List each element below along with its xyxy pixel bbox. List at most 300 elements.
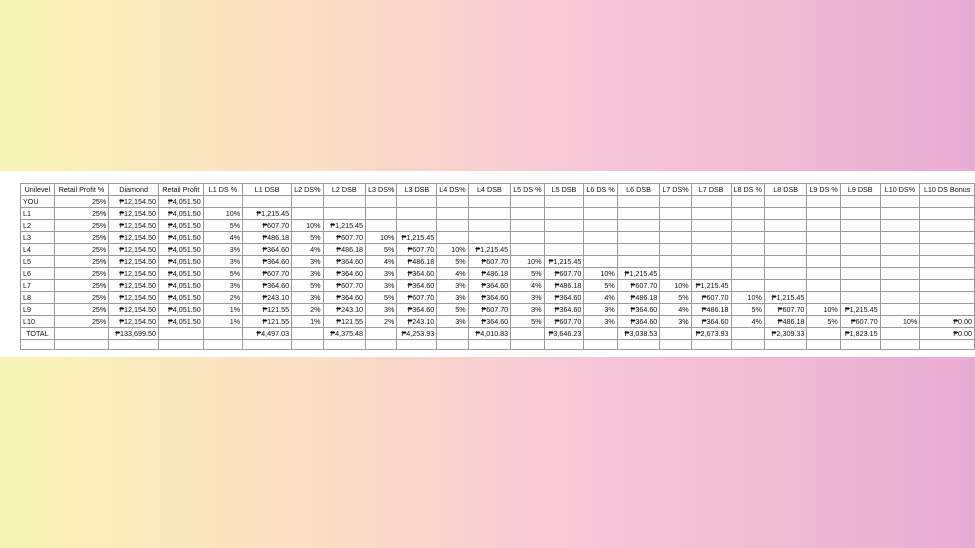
- table-cell[interactable]: [920, 256, 975, 268]
- table-cell[interactable]: 3%: [203, 244, 242, 256]
- table-cell[interactable]: ₱1,215.45: [397, 232, 437, 244]
- table-cell[interactable]: ₱1,215.45: [840, 304, 880, 316]
- column-header[interactable]: L4 DSB: [468, 184, 511, 196]
- table-cell[interactable]: [764, 280, 807, 292]
- empty-cell[interactable]: [397, 340, 437, 350]
- table-cell[interactable]: ₱4,051.50: [158, 256, 203, 268]
- table-cell[interactable]: 3%: [511, 292, 544, 304]
- table-cell[interactable]: 4%: [660, 304, 691, 316]
- column-header[interactable]: L10 DS%: [880, 184, 920, 196]
- table-cell[interactable]: ₱607.70: [468, 304, 511, 316]
- table-cell[interactable]: ₱486.18: [544, 280, 584, 292]
- table-cell[interactable]: [323, 208, 366, 220]
- column-header[interactable]: Unilevel: [21, 184, 55, 196]
- table-cell[interactable]: 3%: [292, 256, 323, 268]
- total-cell[interactable]: ₱2,673.93: [691, 328, 731, 340]
- table-cell[interactable]: ₱607.70: [840, 316, 880, 328]
- empty-cell[interactable]: [366, 340, 397, 350]
- table-cell[interactable]: 5%: [203, 220, 242, 232]
- table-cell[interactable]: ₱243.10: [243, 292, 292, 304]
- table-cell[interactable]: [807, 208, 840, 220]
- table-cell[interactable]: 4%: [292, 244, 323, 256]
- table-cell[interactable]: [731, 220, 764, 232]
- table-cell[interactable]: [764, 268, 807, 280]
- table-cell[interactable]: ₱607.70: [691, 292, 731, 304]
- table-cell[interactable]: [437, 220, 468, 232]
- table-cell[interactable]: [920, 280, 975, 292]
- table-cell[interactable]: 4%: [584, 292, 617, 304]
- table-cell[interactable]: ₱12,154.50: [109, 196, 159, 208]
- empty-cell[interactable]: [764, 340, 807, 350]
- table-cell[interactable]: [544, 208, 584, 220]
- empty-cell[interactable]: [54, 340, 109, 350]
- empty-cell[interactable]: [203, 340, 242, 350]
- table-cell[interactable]: ₱4,051.50: [158, 232, 203, 244]
- table-cell[interactable]: 5%: [660, 292, 691, 304]
- table-cell[interactable]: ₱364.60: [243, 244, 292, 256]
- table-cell[interactable]: ₱12,154.50: [109, 268, 159, 280]
- column-header[interactable]: L7 DSB: [691, 184, 731, 196]
- table-cell[interactable]: [880, 220, 920, 232]
- table-cell[interactable]: [691, 208, 731, 220]
- table-cell[interactable]: 3%: [584, 316, 617, 328]
- table-cell[interactable]: 4%: [731, 316, 764, 328]
- table-cell[interactable]: [584, 220, 617, 232]
- table-cell[interactable]: [731, 280, 764, 292]
- table-cell[interactable]: [397, 208, 437, 220]
- table-cell[interactable]: ₱12,154.50: [109, 292, 159, 304]
- table-cell[interactable]: 10%: [511, 256, 544, 268]
- column-header[interactable]: L8 DSB: [764, 184, 807, 196]
- total-cell[interactable]: [807, 328, 840, 340]
- empty-cell[interactable]: [511, 340, 544, 350]
- table-cell[interactable]: [437, 232, 468, 244]
- table-cell[interactable]: [920, 208, 975, 220]
- table-cell[interactable]: [203, 196, 242, 208]
- table-cell[interactable]: 25%: [54, 232, 109, 244]
- table-cell[interactable]: ₱1,215.45: [323, 220, 366, 232]
- table-cell[interactable]: [323, 196, 366, 208]
- table-cell[interactable]: [366, 196, 397, 208]
- table-cell[interactable]: ₱607.70: [468, 256, 511, 268]
- table-cell[interactable]: 5%: [584, 280, 617, 292]
- empty-cell[interactable]: [920, 340, 975, 350]
- table-cell[interactable]: [617, 220, 660, 232]
- table-cell[interactable]: [660, 196, 691, 208]
- table-cell[interactable]: 25%: [54, 292, 109, 304]
- table-cell[interactable]: ₱4,051.50: [158, 304, 203, 316]
- table-cell[interactable]: ₱364.60: [397, 280, 437, 292]
- empty-cell[interactable]: [691, 340, 731, 350]
- table-cell[interactable]: 5%: [292, 232, 323, 244]
- table-cell[interactable]: [880, 256, 920, 268]
- table-cell[interactable]: 4%: [511, 280, 544, 292]
- table-cell[interactable]: [468, 220, 511, 232]
- table-cell[interactable]: [807, 280, 840, 292]
- table-cell[interactable]: ₱486.18: [243, 232, 292, 244]
- table-cell[interactable]: [617, 196, 660, 208]
- table-cell[interactable]: 25%: [54, 316, 109, 328]
- empty-cell[interactable]: [468, 340, 511, 350]
- table-cell[interactable]: ₱12,154.50: [109, 280, 159, 292]
- table-cell[interactable]: ₱364.60: [691, 316, 731, 328]
- table-cell[interactable]: [880, 280, 920, 292]
- table-cell[interactable]: [397, 196, 437, 208]
- table-cell[interactable]: ₱607.70: [243, 268, 292, 280]
- column-header[interactable]: L6 DS %: [584, 184, 617, 196]
- table-cell[interactable]: 5%: [292, 280, 323, 292]
- table-cell[interactable]: ₱12,154.50: [109, 256, 159, 268]
- table-cell[interactable]: 4%: [366, 256, 397, 268]
- table-cell[interactable]: [511, 196, 544, 208]
- table-cell[interactable]: [660, 244, 691, 256]
- table-cell[interactable]: 3%: [292, 292, 323, 304]
- table-cell[interactable]: ₱486.18: [691, 304, 731, 316]
- empty-cell[interactable]: [109, 340, 159, 350]
- empty-cell[interactable]: [660, 340, 691, 350]
- table-cell[interactable]: ₱4,051.50: [158, 244, 203, 256]
- table-cell[interactable]: [731, 256, 764, 268]
- table-cell[interactable]: [243, 196, 292, 208]
- empty-cell[interactable]: [731, 340, 764, 350]
- table-cell[interactable]: ₱607.70: [544, 268, 584, 280]
- total-cell[interactable]: ₱4,010.83: [468, 328, 511, 340]
- table-cell[interactable]: [807, 244, 840, 256]
- table-cell[interactable]: [920, 196, 975, 208]
- table-cell[interactable]: ₱12,154.50: [109, 220, 159, 232]
- column-header[interactable]: L4 DS%: [437, 184, 468, 196]
- row-label[interactable]: L1: [21, 208, 55, 220]
- table-cell[interactable]: [366, 220, 397, 232]
- row-label[interactable]: YOU: [21, 196, 55, 208]
- table-cell[interactable]: ₱607.70: [544, 316, 584, 328]
- empty-cell[interactable]: [544, 340, 584, 350]
- table-cell[interactable]: [511, 244, 544, 256]
- table-cell[interactable]: 10%: [584, 268, 617, 280]
- table-cell[interactable]: [511, 232, 544, 244]
- row-label[interactable]: L8: [21, 292, 55, 304]
- table-cell[interactable]: ₱364.60: [397, 304, 437, 316]
- table-cell[interactable]: ₱486.18: [323, 244, 366, 256]
- table-cell[interactable]: 1%: [203, 304, 242, 316]
- table-cell[interactable]: [544, 244, 584, 256]
- column-header[interactable]: L3 DS%: [366, 184, 397, 196]
- table-cell[interactable]: 25%: [54, 244, 109, 256]
- table-cell[interactable]: 10%: [292, 220, 323, 232]
- table-cell[interactable]: [691, 244, 731, 256]
- table-cell[interactable]: [437, 196, 468, 208]
- total-cell[interactable]: ₱3,038.53: [617, 328, 660, 340]
- table-cell[interactable]: ₱486.18: [397, 256, 437, 268]
- table-cell[interactable]: [292, 196, 323, 208]
- table-cell[interactable]: 10%: [731, 292, 764, 304]
- column-header[interactable]: L9 DS %: [807, 184, 840, 196]
- table-cell[interactable]: ₱121.55: [243, 316, 292, 328]
- total-cell[interactable]: [292, 328, 323, 340]
- total-cell[interactable]: [731, 328, 764, 340]
- empty-cell[interactable]: [292, 340, 323, 350]
- table-cell[interactable]: 2%: [366, 316, 397, 328]
- table-cell[interactable]: [731, 196, 764, 208]
- table-cell[interactable]: [840, 256, 880, 268]
- table-cell[interactable]: ₱364.60: [323, 256, 366, 268]
- total-cell[interactable]: [880, 328, 920, 340]
- empty-cell[interactable]: [323, 340, 366, 350]
- table-cell[interactable]: 3%: [437, 316, 468, 328]
- row-label[interactable]: L6: [21, 268, 55, 280]
- table-cell[interactable]: [764, 208, 807, 220]
- column-header[interactable]: L6 DSB: [617, 184, 660, 196]
- table-cell[interactable]: [691, 268, 731, 280]
- table-cell[interactable]: [731, 232, 764, 244]
- column-header[interactable]: L10 DS Bonus: [920, 184, 975, 196]
- table-cell[interactable]: [617, 244, 660, 256]
- total-cell[interactable]: [584, 328, 617, 340]
- total-cell[interactable]: [203, 328, 242, 340]
- table-cell[interactable]: [880, 304, 920, 316]
- table-cell[interactable]: 2%: [203, 292, 242, 304]
- empty-cell[interactable]: [807, 340, 840, 350]
- table-cell[interactable]: [920, 268, 975, 280]
- table-cell[interactable]: [397, 220, 437, 232]
- column-header[interactable]: L2 DS%: [292, 184, 323, 196]
- table-cell[interactable]: ₱1,215.45: [764, 292, 807, 304]
- column-header[interactable]: L8 DS %: [731, 184, 764, 196]
- table-cell[interactable]: [544, 220, 584, 232]
- table-cell[interactable]: [584, 244, 617, 256]
- table-cell[interactable]: ₱364.60: [468, 280, 511, 292]
- table-cell[interactable]: [617, 232, 660, 244]
- table-cell[interactable]: 5%: [437, 256, 468, 268]
- total-cell[interactable]: ₱0.00: [920, 328, 975, 340]
- row-label[interactable]: L3: [21, 232, 55, 244]
- table-cell[interactable]: 10%: [437, 244, 468, 256]
- table-cell[interactable]: 5%: [731, 304, 764, 316]
- table-cell[interactable]: 5%: [366, 244, 397, 256]
- table-cell[interactable]: 5%: [807, 316, 840, 328]
- table-cell[interactable]: [660, 220, 691, 232]
- table-cell[interactable]: ₱607.70: [397, 244, 437, 256]
- row-label[interactable]: L2: [21, 220, 55, 232]
- table-cell[interactable]: ₱4,051.50: [158, 268, 203, 280]
- table-cell[interactable]: ₱364.60: [617, 304, 660, 316]
- table-cell[interactable]: 1%: [292, 316, 323, 328]
- empty-cell[interactable]: [840, 340, 880, 350]
- table-cell[interactable]: [366, 208, 397, 220]
- table-cell[interactable]: ₱364.60: [544, 304, 584, 316]
- table-cell[interactable]: 10%: [880, 316, 920, 328]
- table-cell[interactable]: [691, 232, 731, 244]
- row-label[interactable]: L10: [21, 316, 55, 328]
- column-header[interactable]: L7 DS%: [660, 184, 691, 196]
- table-cell[interactable]: [468, 232, 511, 244]
- table-cell[interactable]: [731, 268, 764, 280]
- table-cell[interactable]: [807, 292, 840, 304]
- table-cell[interactable]: [544, 232, 584, 244]
- table-cell[interactable]: 3%: [584, 304, 617, 316]
- total-cell[interactable]: [437, 328, 468, 340]
- table-cell[interactable]: 25%: [54, 304, 109, 316]
- column-header[interactable]: L1 DSB: [243, 184, 292, 196]
- table-cell[interactable]: 25%: [54, 256, 109, 268]
- table-cell[interactable]: ₱4,051.50: [158, 316, 203, 328]
- table-cell[interactable]: [880, 208, 920, 220]
- total-cell[interactable]: [366, 328, 397, 340]
- empty-cell[interactable]: [584, 340, 617, 350]
- table-cell[interactable]: 10%: [203, 208, 242, 220]
- table-cell[interactable]: ₱607.70: [617, 280, 660, 292]
- table-cell[interactable]: [840, 220, 880, 232]
- table-cell[interactable]: 2%: [292, 304, 323, 316]
- table-cell[interactable]: ₱1,215.45: [617, 268, 660, 280]
- empty-cell[interactable]: [617, 340, 660, 350]
- empty-cell[interactable]: [21, 340, 55, 350]
- table-cell[interactable]: ₱486.18: [468, 268, 511, 280]
- table-cell[interactable]: ₱12,154.50: [109, 304, 159, 316]
- table-cell[interactable]: [617, 208, 660, 220]
- table-cell[interactable]: 3%: [437, 292, 468, 304]
- table-cell[interactable]: ₱1,215.45: [691, 280, 731, 292]
- table-cell[interactable]: 3%: [203, 256, 242, 268]
- total-cell[interactable]: ₱4,253.93: [397, 328, 437, 340]
- table-cell[interactable]: [920, 292, 975, 304]
- column-header[interactable]: L1 DS %: [203, 184, 242, 196]
- table-cell[interactable]: 4%: [437, 268, 468, 280]
- table-cell[interactable]: [764, 232, 807, 244]
- table-cell[interactable]: ₱486.18: [617, 292, 660, 304]
- table-cell[interactable]: 25%: [54, 208, 109, 220]
- table-cell[interactable]: ₱486.18: [764, 316, 807, 328]
- table-cell[interactable]: 5%: [203, 268, 242, 280]
- table-cell[interactable]: [840, 280, 880, 292]
- table-cell[interactable]: [660, 208, 691, 220]
- table-cell[interactable]: ₱12,154.50: [109, 232, 159, 244]
- total-cell[interactable]: [660, 328, 691, 340]
- table-cell[interactable]: [437, 208, 468, 220]
- row-label[interactable]: L5: [21, 256, 55, 268]
- table-cell[interactable]: ₱121.55: [323, 316, 366, 328]
- table-cell[interactable]: ₱364.60: [397, 268, 437, 280]
- table-cell[interactable]: [920, 304, 975, 316]
- table-cell[interactable]: 3%: [366, 268, 397, 280]
- table-cell[interactable]: ₱12,154.50: [109, 244, 159, 256]
- table-cell[interactable]: 3%: [292, 268, 323, 280]
- table-cell[interactable]: ₱4,051.50: [158, 280, 203, 292]
- total-cell[interactable]: ₱2,309.33: [764, 328, 807, 340]
- total-cell[interactable]: ₱4,497.03: [243, 328, 292, 340]
- table-cell[interactable]: 5%: [437, 304, 468, 316]
- table-cell[interactable]: [764, 196, 807, 208]
- table-cell[interactable]: ₱4,051.50: [158, 292, 203, 304]
- table-cell[interactable]: 3%: [437, 280, 468, 292]
- table-cell[interactable]: ₱364.60: [468, 292, 511, 304]
- table-cell[interactable]: [764, 244, 807, 256]
- table-cell[interactable]: [691, 196, 731, 208]
- table-cell[interactable]: [840, 268, 880, 280]
- table-cell[interactable]: ₱607.70: [764, 304, 807, 316]
- table-cell[interactable]: 25%: [54, 280, 109, 292]
- table-cell[interactable]: ₱607.70: [323, 280, 366, 292]
- row-label[interactable]: L7: [21, 280, 55, 292]
- table-cell[interactable]: ₱364.60: [544, 292, 584, 304]
- table-cell[interactable]: [660, 256, 691, 268]
- column-header[interactable]: L3 DSB: [397, 184, 437, 196]
- table-cell[interactable]: [511, 208, 544, 220]
- total-cell[interactable]: [54, 328, 109, 340]
- table-cell[interactable]: 3%: [366, 304, 397, 316]
- table-cell[interactable]: ₱12,154.50: [109, 208, 159, 220]
- table-cell[interactable]: ₱364.60: [323, 268, 366, 280]
- table-cell[interactable]: [660, 268, 691, 280]
- table-cell[interactable]: ₱4,051.50: [158, 196, 203, 208]
- row-label[interactable]: L4: [21, 244, 55, 256]
- table-cell[interactable]: 1%: [203, 316, 242, 328]
- table-cell[interactable]: [920, 220, 975, 232]
- total-label[interactable]: TOTAL: [21, 328, 55, 340]
- table-cell[interactable]: [468, 208, 511, 220]
- table-cell[interactable]: [584, 196, 617, 208]
- table-cell[interactable]: ₱243.10: [397, 316, 437, 328]
- table-cell[interactable]: [920, 232, 975, 244]
- table-cell[interactable]: ₱607.70: [397, 292, 437, 304]
- table-cell[interactable]: 25%: [54, 196, 109, 208]
- table-cell[interactable]: [807, 196, 840, 208]
- table-cell[interactable]: 4%: [203, 232, 242, 244]
- table-cell[interactable]: ₱607.70: [243, 220, 292, 232]
- table-cell[interactable]: ₱4,051.50: [158, 208, 203, 220]
- table-cell[interactable]: ₱1,215.45: [243, 208, 292, 220]
- table-cell[interactable]: [731, 244, 764, 256]
- total-cell[interactable]: [511, 328, 544, 340]
- table-cell[interactable]: 5%: [366, 292, 397, 304]
- total-cell[interactable]: ₱4,375.48: [323, 328, 366, 340]
- table-cell[interactable]: ₱4,051.50: [158, 220, 203, 232]
- column-header[interactable]: L5 DS %: [511, 184, 544, 196]
- empty-cell[interactable]: [437, 340, 468, 350]
- table-cell[interactable]: [584, 232, 617, 244]
- table-cell[interactable]: [840, 244, 880, 256]
- table-cell[interactable]: [880, 196, 920, 208]
- table-cell[interactable]: 10%: [366, 232, 397, 244]
- table-cell[interactable]: [764, 256, 807, 268]
- table-cell[interactable]: ₱364.60: [323, 292, 366, 304]
- total-cell[interactable]: ₱133,699.50: [109, 328, 159, 340]
- table-cell[interactable]: 5%: [511, 268, 544, 280]
- table-cell[interactable]: ₱364.60: [468, 316, 511, 328]
- total-cell[interactable]: [158, 328, 203, 340]
- table-cell[interactable]: 3%: [511, 304, 544, 316]
- table-cell[interactable]: [840, 232, 880, 244]
- table-cell[interactable]: 25%: [54, 268, 109, 280]
- column-header[interactable]: L9 DSB: [840, 184, 880, 196]
- table-cell[interactable]: ₱243.10: [323, 304, 366, 316]
- table-cell[interactable]: ₱364.60: [617, 316, 660, 328]
- table-cell[interactable]: ₱607.70: [323, 232, 366, 244]
- table-cell[interactable]: ₱1,215.45: [544, 256, 584, 268]
- table-cell[interactable]: 5%: [511, 316, 544, 328]
- empty-cell[interactable]: [243, 340, 292, 350]
- table-cell[interactable]: [544, 196, 584, 208]
- table-cell[interactable]: [511, 220, 544, 232]
- table-cell[interactable]: [880, 232, 920, 244]
- column-header[interactable]: L2 DSB: [323, 184, 366, 196]
- total-cell[interactable]: ₱3,646.23: [544, 328, 584, 340]
- table-cell[interactable]: [920, 244, 975, 256]
- table-cell[interactable]: [731, 208, 764, 220]
- table-cell[interactable]: 3%: [660, 316, 691, 328]
- table-cell[interactable]: [660, 232, 691, 244]
- table-cell[interactable]: 3%: [203, 280, 242, 292]
